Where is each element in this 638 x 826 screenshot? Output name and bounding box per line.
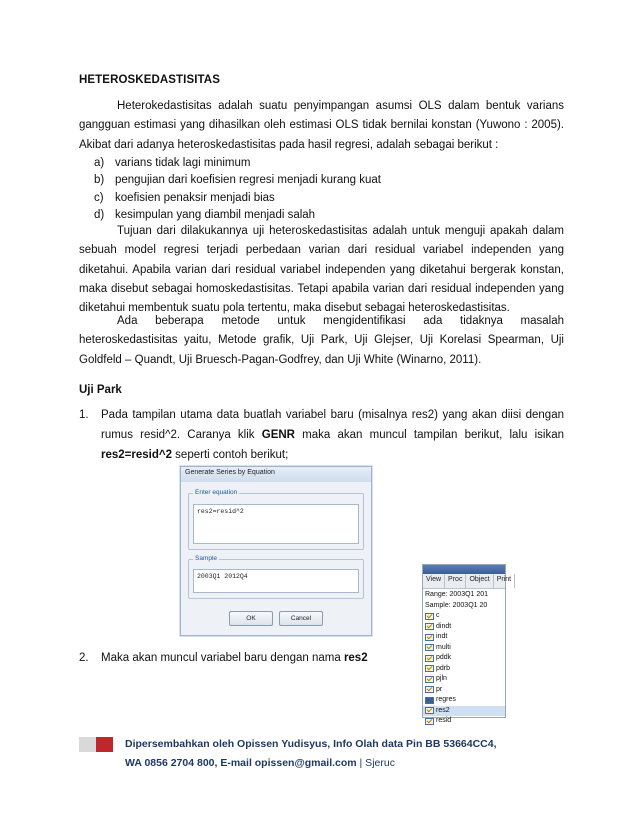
list-item[interactable] (423, 632, 505, 643)
series-icon (425, 655, 434, 662)
consequence-list (79, 155, 564, 225)
list-marker: c) (94, 191, 104, 204)
proc-button[interactable]: Proc (445, 574, 466, 588)
generate-series-dialog (180, 466, 372, 636)
object-name: pddk (436, 654, 452, 661)
workfile-panel (422, 564, 512, 724)
dialog-title: Generate Series by Equation (181, 467, 371, 482)
intro-paragraph: Heterokedastisitas adalah suatu penyimpangan asumsi OLS dalam bentuk varians gangguan estimasi yang dihasilkan oleh estimasi OLS tidak bernilai konstan (Yuwono : 2005). Akibat dari adanya heteroskedastisitas pada hasil regresi, adalah sebagai berikut : (79, 100, 564, 151)
variable-name: res2 (343, 652, 368, 664)
equation-icon (425, 697, 434, 704)
footer-grey-block (79, 737, 96, 752)
object-name: dindt (436, 622, 452, 630)
series-icon (425, 623, 434, 630)
list-item[interactable] (423, 622, 505, 633)
series-icon (425, 718, 434, 725)
series-icon (425, 634, 434, 641)
workfile-titlebar (423, 565, 505, 574)
series-icon (425, 644, 434, 651)
list-marker: a) (94, 157, 105, 169)
footer-contact: WA 0856 2704 800, E-mail opissen@gmail.com (125, 757, 357, 769)
ok-button[interactable]: OK (229, 611, 273, 626)
list-marker: b) (94, 174, 105, 187)
equation-group (188, 489, 364, 550)
footer-red-block (96, 737, 113, 752)
object-name: resid (436, 717, 452, 724)
subheading-uji-park: Uji Park (79, 384, 122, 396)
series-icon (425, 686, 434, 693)
step-number: 1. (79, 409, 89, 421)
list-item[interactable] (423, 674, 505, 685)
object-name: pdrb (436, 664, 451, 672)
sample-label: Sample (195, 555, 218, 562)
footer-line-1 (125, 735, 497, 754)
genr-keyword: GENR (261, 429, 295, 441)
list-item-text: varians tidak lagi minimum (115, 157, 251, 169)
section-heading: HETEROSKEDASTISITAS (79, 74, 220, 86)
workfile-sample: Sample: 2003Q1 20 (425, 602, 488, 609)
object-name: c (436, 612, 440, 619)
list-item[interactable] (423, 643, 505, 654)
print-button[interactable]: Print (494, 574, 515, 588)
workfile-toolbar (423, 574, 512, 589)
series-icon (425, 665, 434, 672)
view-button[interactable]: View (423, 574, 445, 588)
list-item-text: kesimpulan yang diambil menjadi salah (115, 209, 316, 222)
list-item (79, 172, 564, 189)
object-name: indt (436, 633, 448, 640)
list-item[interactable] (423, 611, 505, 622)
list-item[interactable] (423, 653, 505, 664)
step-text-part: maka akan muncul tampilan berikut, lalu isikan (294, 429, 564, 441)
list-marker: d) (94, 209, 105, 222)
list-item[interactable] (423, 685, 505, 696)
step-text-part: Maka akan muncul variabel baru dengan nama (101, 652, 344, 664)
list-item[interactable] (423, 664, 505, 675)
footer (125, 735, 497, 773)
step-text (101, 405, 564, 465)
object-name: res2 (436, 706, 450, 714)
methods-paragraph: Ada beberapa metode untuk mengidentifikasi ada tidaknya masalah heteroskedastisitas yaitu, Metode grafik, Uji Park, Uji Glejser, Uji Korelasi Spearman, Uji Goldfeld – Quandt, Uji Bruesch-Pagan-Godfrey, dan Uji White (Winarno, 2011). (79, 315, 564, 366)
sample-input[interactable]: 2003Q1 2012Q4 (193, 569, 359, 593)
object-name: pjln (436, 675, 447, 682)
formula-keyword: res2=resid^2 (101, 449, 172, 461)
workfile-range: Range: 2003Q1 201 (425, 591, 489, 598)
step-text (101, 648, 409, 668)
sample-group (188, 555, 364, 599)
footer-line-2 (125, 754, 497, 773)
footer-tag: | Sjeruc (356, 757, 395, 769)
list-item-text: pengujian dari koefisien regresi menjadi kurang kuat (115, 174, 381, 187)
step-text-part: Pada tampilan utama data buatlah variabel baru (misalnya res2) yang akan diisi dengan rumus resid^2. Caranya klik (101, 409, 564, 441)
list-item[interactable] (423, 716, 505, 727)
object-name: multi (436, 643, 451, 651)
list-item-text: koefisien penaksir menjadi bias (115, 191, 275, 204)
series-icon (425, 676, 434, 683)
step-2 (79, 648, 409, 668)
footer-credit: Dipersembahkan oleh Opissen Yudisyus, Info Olah data Pin BB 53664CC4, (125, 738, 497, 750)
equation-label: Enter equation (195, 489, 238, 496)
cancel-button[interactable]: Cancel (279, 611, 323, 626)
step-text-part: seperti contoh berikut; (171, 449, 289, 461)
object-button[interactable]: Object (466, 574, 493, 588)
object-name: regres (436, 696, 456, 703)
list-item[interactable] (423, 695, 505, 706)
step-1 (79, 405, 564, 465)
series-icon (425, 613, 434, 620)
workfile-object-list (423, 611, 505, 727)
list-item[interactable] (423, 706, 505, 717)
step-number: 2. (79, 652, 89, 664)
object-name: pr (436, 685, 443, 693)
series-icon (425, 707, 434, 714)
purpose-paragraph: Tujuan dari dilakukannya uji heteroskedastisitas adalah untuk menguji apakah dalam sebuah model regresi terjadi perbedaan varian dari residual variabel independen yang diketahui. Apabila varian dari residual variabel independen yang diketahui bergerak konstan, maka disebut sebagai homoskedastisitas. Tetapi apabila varian dari residual independen yang diketahui membentuk suatu pola tertentu, maka disebut sebagai heteroskedastisitas. (79, 225, 564, 315)
equation-input[interactable]: res2=resid^2 (193, 504, 359, 544)
list-item (79, 190, 564, 207)
list-item (79, 155, 564, 172)
